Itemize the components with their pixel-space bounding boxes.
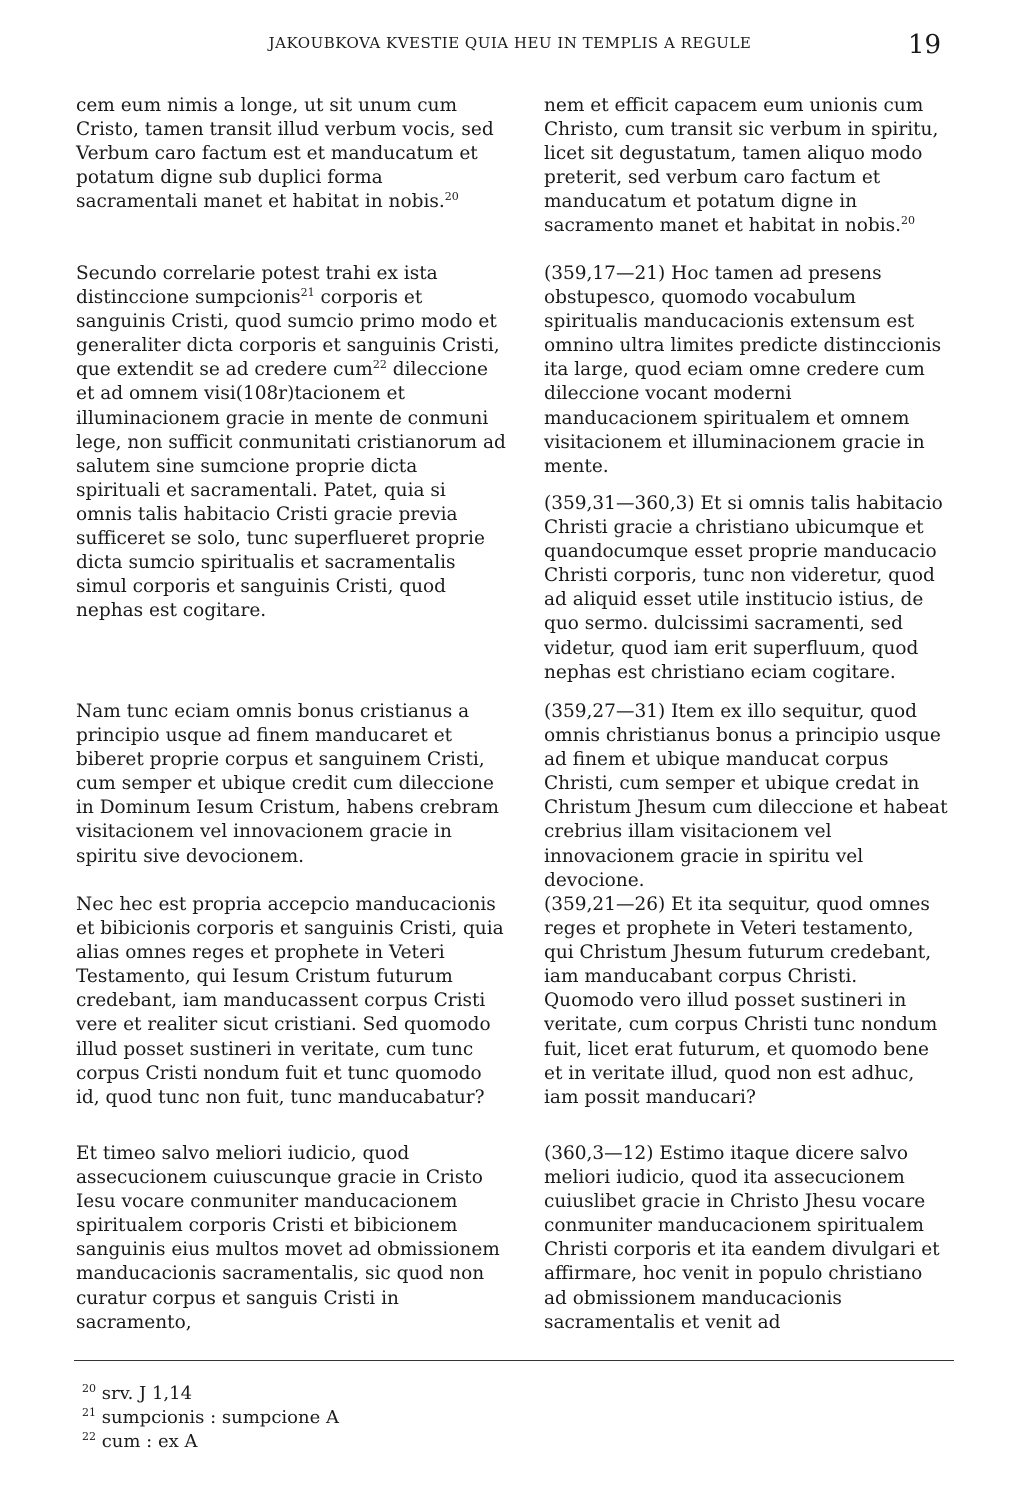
right-paragraph-5: (359,21—26) Et ita sequitur, quod omnes reges et prophete in Veteri testamento, qui Christum Jhesum futurum credebant, iam manducabant corpus Christi. Quomodo vero illud posset sustineri in veritate, cum corpus Christi tunc nondum fuit, licet erat futurum, et quomodo bene et in veritate illud, quod non est adhuc, iam possit manducari? bbox=[544, 894, 938, 1108]
running-title: JAKOUBKOVA KVESTIE QUIA HEU IN TEMPLIS A REGULE bbox=[268, 34, 752, 52]
footnote-ref-20-right: 20 bbox=[901, 214, 916, 228]
left-paragraph-4: Nec hec est propria accepcio manducacionis et bibicionis corporis et sanguinis Cristi, quia alias omnes reges et prophete in Veteri Testamento, qui Iesum Cristum futurum credebant, iam manducassent corpus Cristi vere et realiter sicut cristiani. Sed quomodo illud posset sustineri in veritate, cum tunc corpus Cristi nondum fuit et tunc quomodo id, quod tunc non fuit, tunc manducabatur? bbox=[76, 894, 504, 1108]
right-paragraph-6: (360,3—12) Estimo itaque dicere salvo meliori iudicio, quod ita assecucionem cuiuslibet gracie in Christo Jhesu vocare conmuniter manducacionem spiritualem Christi corporis et ita eandem divulgari et affirmare, hoc venit in populo christiano ad obmissionem manducacionis sacramentalis et venit ad bbox=[544, 1143, 940, 1333]
left-paragraph-3: Nam tunc eciam omnis bonus cristianus a principio usque ad finem manducaret et biberet proprie corpus et sanguinem Cristi, cum semper et ubique credit cum dileccione in Dominum Iesum Cristum, habens crebram visitacionem vel innovacionem gracie in spiritu sive devocionem. bbox=[76, 701, 499, 867]
left-paragraph-2: Secundo correlarie potest trahi ex ista distinccione sumpcionis$^{21}$ corporis et sanguinis Cristi, quod sumcio primo modo et generaliter dicta corporis et sanguinis Cristi, que extendit se ad credere cum$^{22}$ dileccione et ad omnem visi(108r)tacionem et illuminacionem gracie in mente de conmuni lege, non sufficit conmunitati cristianorum ad salutem sine sumcione proprie dicta spirituali et sacramentali. Patet, quia si omnis talis habitacio Cristi gracie previa sufficeret se solo, tunc superflueret proprie dicta sumcio spiritualis et sacramentalis simul corporis et sanguinis Cristi, quod nephas est cogitare. bbox=[76, 263, 506, 622]
footnote-ref-22: 22 bbox=[372, 358, 387, 372]
footnote-20: $^{20}$ srv. J 1,14 bbox=[82, 1382, 193, 1404]
footnote-21: $^{21}$ sumpcionis : sumpcione A bbox=[82, 1406, 339, 1428]
right-paragraph-1: nem et efficit capacem eum unionis cum Christo, cum transit sic verbum in spiritu, licet sit degustatum, tamen aliquo modo preterit, sed verbum caro factum et manducatum et potatum digne in sacramento manet et habitat in nobis.$^{20}$ bbox=[544, 95, 939, 237]
page-number: 19 bbox=[908, 30, 942, 60]
right-paragraph-3: (359,31—360,3) Et si omnis talis habitacio Christi gracie a christiano ubicumque et quandocumque esset proprie manducacio Christi corporis, tunc non videretur, quod ad aliquid esset utile institucio istius, de quo sermo. dulcissimi sacramenti, sed videtur, quod iam erit superfluum, quod nephas est christiano eciam cogitare. bbox=[544, 493, 943, 683]
footnote-ref-21: 21 bbox=[300, 285, 315, 299]
left-paragraph-5: Et timeo salvo meliori iudicio, quod assecucionem cuiuscunque gracie in Cristo Iesu vocare conmuniter manducacionem spiritualem corporis Cristi et bibicionem sanguinis eius multos movet ad obmissionem manducacionis sacramentalis, sic quod non curatur corpus et sanguis Cristi in sacramento, bbox=[76, 1143, 500, 1333]
left-paragraph-1: cem eum nimis a longe, ut sit unum cum Cristo, tamen transit illud verbum vocis, sed Verbum caro factum est et manducatum et potatum digne sub duplici forma sacramentali manet et habitat in nobis.$^{20}$ bbox=[76, 95, 494, 213]
right-paragraph-4: (359,27—31) Item ex illo sequitur, quod omnis christianus bonus a principio usque ad finem et ubique manducat corpus Christi, cum semper et ubique credat in Christum Jhesum cum dileccione et habeat crebrius illam visitacionem vel innovacionem gracie in spiritu vel devocione. bbox=[544, 701, 948, 891]
right-paragraph-2: (359,17—21) Hoc tamen ad presens obstupesco, quomodo vocabulum spiritualis manducacionis extensum est omnino ultra limites predicte distinccionis ita large, quod eciam omne credere cum dileccione vocant moderni manducacionem spiritualem et omnem visitacionem et illuminacionem gracie in mente. bbox=[544, 263, 942, 477]
footnote-ref-20: 20 bbox=[444, 190, 459, 204]
footnote-divider bbox=[74, 1360, 954, 1361]
footnote-22: $^{22}$ cum : ex A bbox=[82, 1430, 198, 1452]
